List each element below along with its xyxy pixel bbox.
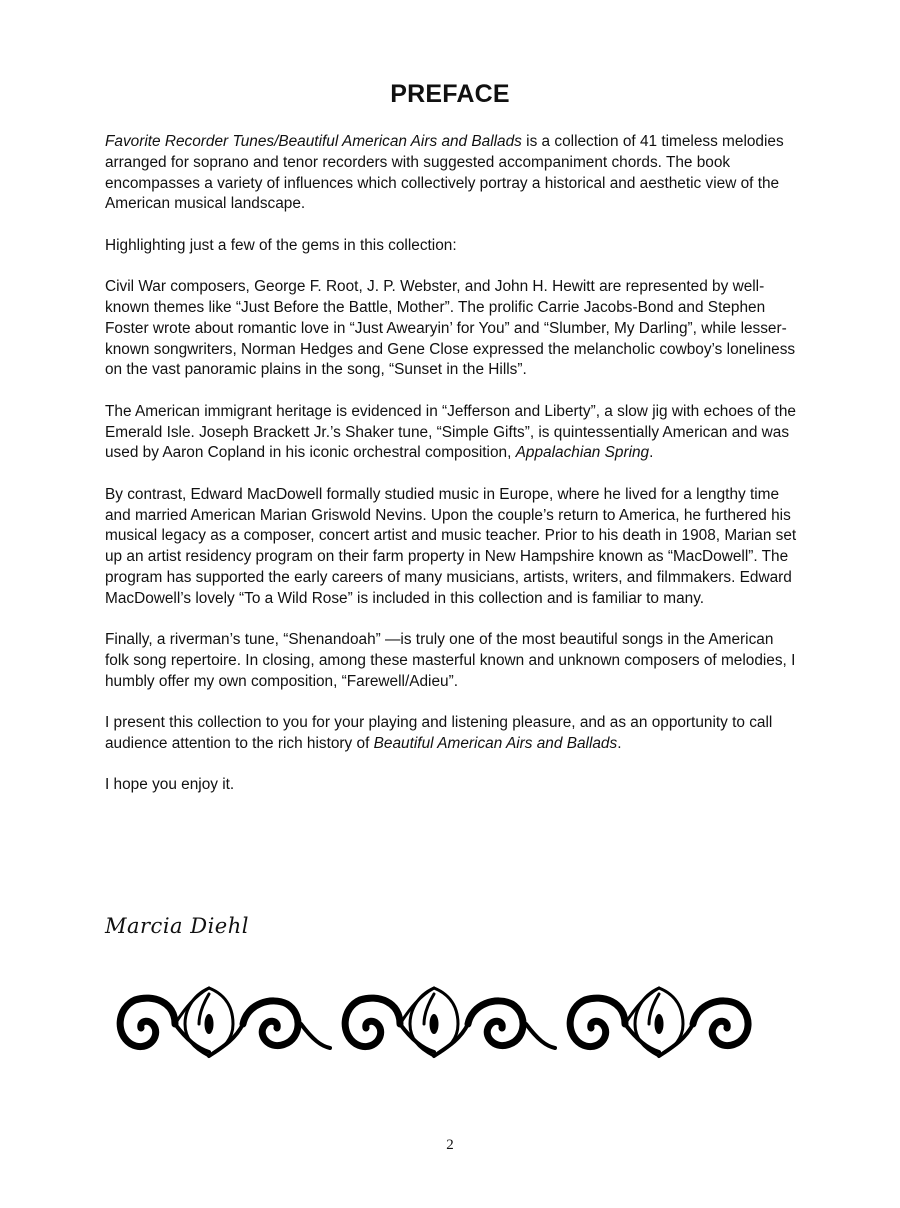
paragraph-immigrant: The American immigrant heritage is evidenced in “Jefferson and Liberty”, a slow jig with echoes of the Emerald Isle. Joseph Brackett Jr.’s Shaker tune, “Simple Gifts”, is quintessentially American and was used by Aaron Copland in his iconic orchestral composition, Appalachian Spring. — [105, 402, 796, 462]
page-number: 2 — [446, 1137, 454, 1153]
paragraph-shenandoah: Finally, a riverman’s tune, “Shenandoah” —is truly one of the most beautiful songs in the American folk song repertoire. In closing, among these masterful known and unknown composers of melodies, I humbly offer my own composition, “Farewell/Adieu”. — [105, 631, 796, 690]
paragraph-macdowell: By contrast, Edward MacDowell formally studied music in Europe, where he lived for a lengthy time and married American Marian Griswold Nevins. Upon the couple’s return to America, he furthered his musical legacy as a composer, concert artist and music teacher. Prior to his death in 1908, Marian set up an artist residency program on their farm property in New Hampshire known as “MacDowell”. The program has supported the early careers of many musicians, artists, writers, and filmmakers. Edward MacDowell’s lovely “To a Wild Rose” is included in this collection and is familiar to many. — [105, 485, 797, 607]
paragraph-present: I present this collection to you for your playing and listening pleasure, and as an opportunity to call audience attention to the rich history of Beautiful American Airs and Ballads. — [105, 714, 773, 752]
paragraph-immigrant-text: The American immigrant heritage is evidenced in “Jefferson and Liberty”, a slow jig with echoes of the Emerald Isle. Joseph Brackett Jr.’s Shaker tune, “Simple Gifts”, is quintessentially American and was used by Aaron Copland in his iconic orchestral composition, — [105, 402, 796, 462]
collection-title: Beautiful American Airs and Ballads — [373, 734, 618, 752]
paragraph-civil-war: Civil War composers, George F. Root, J. P. Webster, and John H. Hewitt are represented by well-known themes like “Just Before the Battle, Mother”. The prolific Carrie Jacobs-Bond and Stephen Foster wrote about romantic love in “Just Awearyin’ for You” and “Slumber, My Darling”, while lesser-known songwriters, Norman Hedges and Gene Close expressed the melancholic cowboy’s loneliness on the vast panoramic plains in the song, “Sunset in the Hills”. — [105, 278, 796, 379]
scroll-ornament-icon — [105, 982, 780, 1067]
page-title: PREFACE — [390, 80, 510, 108]
book-title: Favorite Recorder Tunes/Beautiful American Airs and Ballads — [105, 133, 522, 150]
paragraph-closing: I hope you enjoy it. — [105, 776, 235, 794]
composition-title: Appalachian Spring — [515, 444, 650, 462]
paragraph-intro — [105, 132, 800, 215]
paragraph-intro-text: is a collection of 41 timeless melodies arranged for soprano and tenor recorders with suggested accompaniment chords. The book encompasses a variety of influences which collectively portray a historical and aesthetic view of the American musical landscape. — [105, 133, 784, 213]
author-signature: Marcia Diehl — [105, 914, 249, 938]
preface-body — [105, 132, 800, 796]
paragraph-highlights: Highlighting just a few of the gems in this collection: — [105, 236, 457, 254]
paragraph-present-text: I present this collection to you for your playing and listening pleasure, and as an opportunity to call audience attention to the rich history of — [105, 714, 773, 752]
